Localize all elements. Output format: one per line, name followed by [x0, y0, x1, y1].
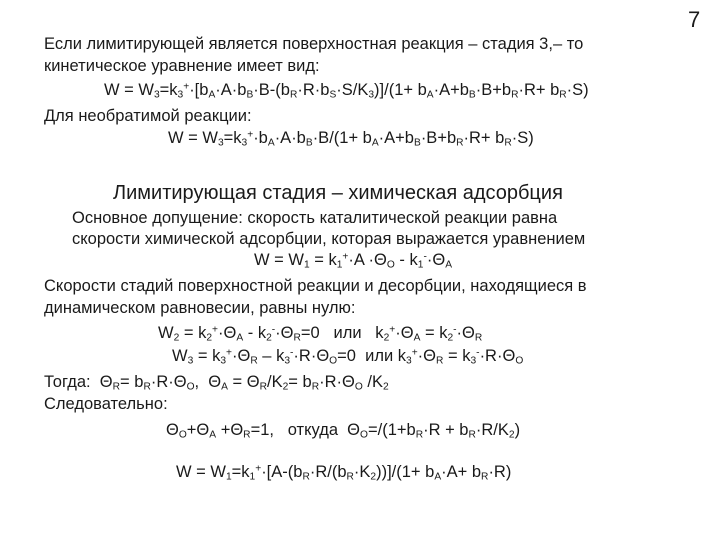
formula-stage-3: $W_3 = k_3^+\cdot\Theta_R - k_3^-\cdot R\cdot\Theta_O=0$ или $k_3^+\cdot\Theta_R = k_3^-\cdot R\cdot\Theta_O$: [172, 347, 524, 367]
formula-site-balance: $\Theta_O+\Theta_A +\Theta_R=1$, откуда $\Theta_O=/(1+b_R\cdot R + b_R\cdot R/K_2)$: [166, 421, 521, 441]
assumption-line-1: Основное допущение: скорость каталитической реакции равна: [72, 209, 558, 227]
section-heading: Лимитирующая стадия – химическая адсорбция: [113, 182, 563, 204]
equilibrium-line-1: Скорости стадий поверхностной реакции и десорбции, находящиеся в: [44, 277, 587, 295]
formula-irreversible-rate: $W = W_3=k_3^+\cdot b_A\cdot A\cdot b_B\cdot B/(1+ b_A\cdot A+b_B\cdot B+b_R\cdot R+ b_R\cdot S)$: [168, 129, 534, 149]
then-label: Тогда:: [44, 373, 91, 391]
or-word: или: [365, 347, 394, 365]
or-word: или: [333, 324, 362, 342]
irreversible-label: Для необратимой реакции:: [44, 107, 252, 125]
formula-reversible-rate: $W = W_3=k_3^+\cdot[b_A\cdot A\cdot b_B\cdot B-(b_R\cdot R\cdot b_S\cdot S/K_3)]/(1+ b_A\cdot A+b_B\cdot B+b_R\cdot R+ b_R\cdot S)$: [104, 81, 589, 101]
equilibrium-line-2: динамическом равновесии, равны нулю:: [44, 299, 356, 317]
therefore-label: Следовательно:: [44, 395, 168, 413]
slide-number: 7: [688, 7, 701, 32]
intro-line-1: Если лимитирующей является поверхностная реакция – стадия 3,– то: [44, 35, 584, 53]
formula-adsorption-rate: $W = W_1 = k_1^+\cdot A \cdot\Theta_O - k_1^-\cdot\Theta_A$: [254, 251, 453, 271]
formula-stage-2: $W_2 = k_2^+\cdot\Theta_A - k_2^-\cdot\Theta_R=0$ или $k_2^+\cdot\Theta_A = k_2^-\cdot\Theta_R$: [158, 324, 483, 344]
then-line: Тогда: $\Theta_R= b_R\cdot R\cdot\Theta_O$, $\Theta_A = \Theta_R/K_2= b_R\cdot R\cdot\Theta_O$ $/K_2$: [44, 373, 389, 393]
formula-final-rate: $W = W_1=k_1^+\cdot[A-(b_R\cdot R/(b_R\cdot K_2))]/(1+ b_A\cdot A+ b_R\cdot R)$: [176, 463, 512, 483]
assumption-line-2: скорости химической адсорбции, которая выражается уравнением: [72, 230, 586, 248]
intro-line-2: кинетическое уравнение имеет вид:: [44, 57, 320, 75]
where-word: откуда: [287, 421, 339, 439]
